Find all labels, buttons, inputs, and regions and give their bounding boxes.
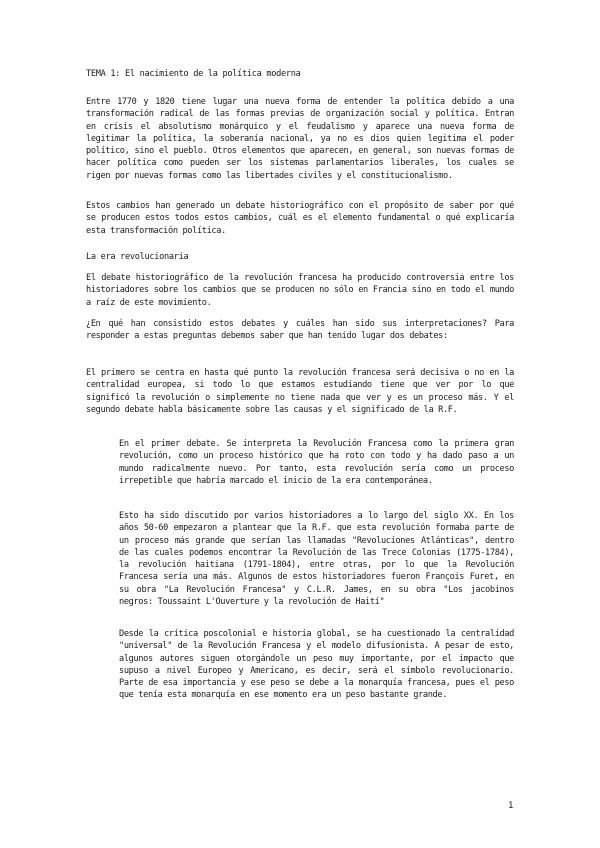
intro-paragraph: Entre 1770 y 1820 tiene lugar una nueva forma de entender la política debido a una transformación radical de las formas previas de organización social y política. Entran en crisis el absolutismo monárquico y el feudalismo y aparece una nueva forma de legitimar la política, la soberanía nacional, ya no es dios quien legitima el poder político, sino el pueblo. Otros elementos que aparecen, en general, son nuevas formas de hacer política como pueden ser los sistemas parlamentarios liberales, los cuales se rigen por nuevas formas como las libertades civiles y el constitucionalismo. xyxy=(86,97,514,181)
debate-paragraph: Estos cambios han generado un debate historiográfico con el propósito de saber por qué se producen estos todos estos cambios, cuál es el elemento fundamental o qué explicaría esta transformación política. xyxy=(86,201,514,236)
indented-paragraph: Esto ha sido discutido por varios historiadores a lo largo del siglo XX. En los años 50-60 empezaron a plantear que la R.F. que esta revolución formaba parte de un proceso más grande que serían las llamadas "Revoluciones Atlánticas", dentro de las cuales podemos encontrar la Revolución de las Trece Colonias (1775-1784), la revolución haitiana (1791-1804), entre otras, por lo que la Revolución Francesa sería una más. Algunos de estos historiadores fueron François Furet, en su obra "La Revolución Francesa" y C.L.R. James, en su obra "Los jacobinos negros: Toussaint L'Ouverture y la revolución de Haití" xyxy=(119,511,514,608)
indented-paragraph: Desde la crítica poscolonial e historia global, se ha cuestionado la centralidad "universal" de la Revolución Francesa y el modelo difusionista. A pesar de esto, algunos autores siguen otorgándole un peso muy importante, por el impacto que supuso a nivel Europeo y Americano, es decir, será el símbolo revolucionario. Parte de esa importancia y ese peso se debe a la monarquía francesa, pues el peso que tenía esta monarquía en ese momento era un peso bastante grande. xyxy=(119,629,514,701)
page-number: 1 xyxy=(508,801,514,811)
section-paragraph: El primero se centra en hasta qué punto la revolución francesa será decisiva o no en la centralidad europea, si todo lo que estamos estudiando tiene que ver por lo que significó la revolución o simplemente no tiene nada que ver y es un proceso más. Y el segundo debate habla básicamente sobre las causas y el significado de la R.F. xyxy=(86,368,514,415)
indented-paragraph: En el primer debate. Se interpreta la Revolución Francesa como la primera gran revolución, como un proceso histórico que ha roto con todo y ha dado paso a un mundo radicalmente nuevo. Por tanto, esta revolución sería como un proceso irrepetible que habría marcado el inicio de la era contemporánea. xyxy=(119,439,514,486)
section-paragraph: El debate historiográfico de la revolución francesa ha producido controversia entre los historiadores sobre los cambios que se producen no sólo en Francia sino en todo el mundo a raíz de este movimiento. xyxy=(86,273,514,308)
section-paragraph: ¿En qué han consistido estos debates y cuáles han sido sus interpretaciones? Para responder a estas preguntas debemos saber que han tenido lugar dos debates: xyxy=(86,319,514,342)
section-heading: La era revolucionaria xyxy=(86,252,189,262)
document-title: TEMA 1: El nacimiento de la política moderna xyxy=(86,69,301,79)
